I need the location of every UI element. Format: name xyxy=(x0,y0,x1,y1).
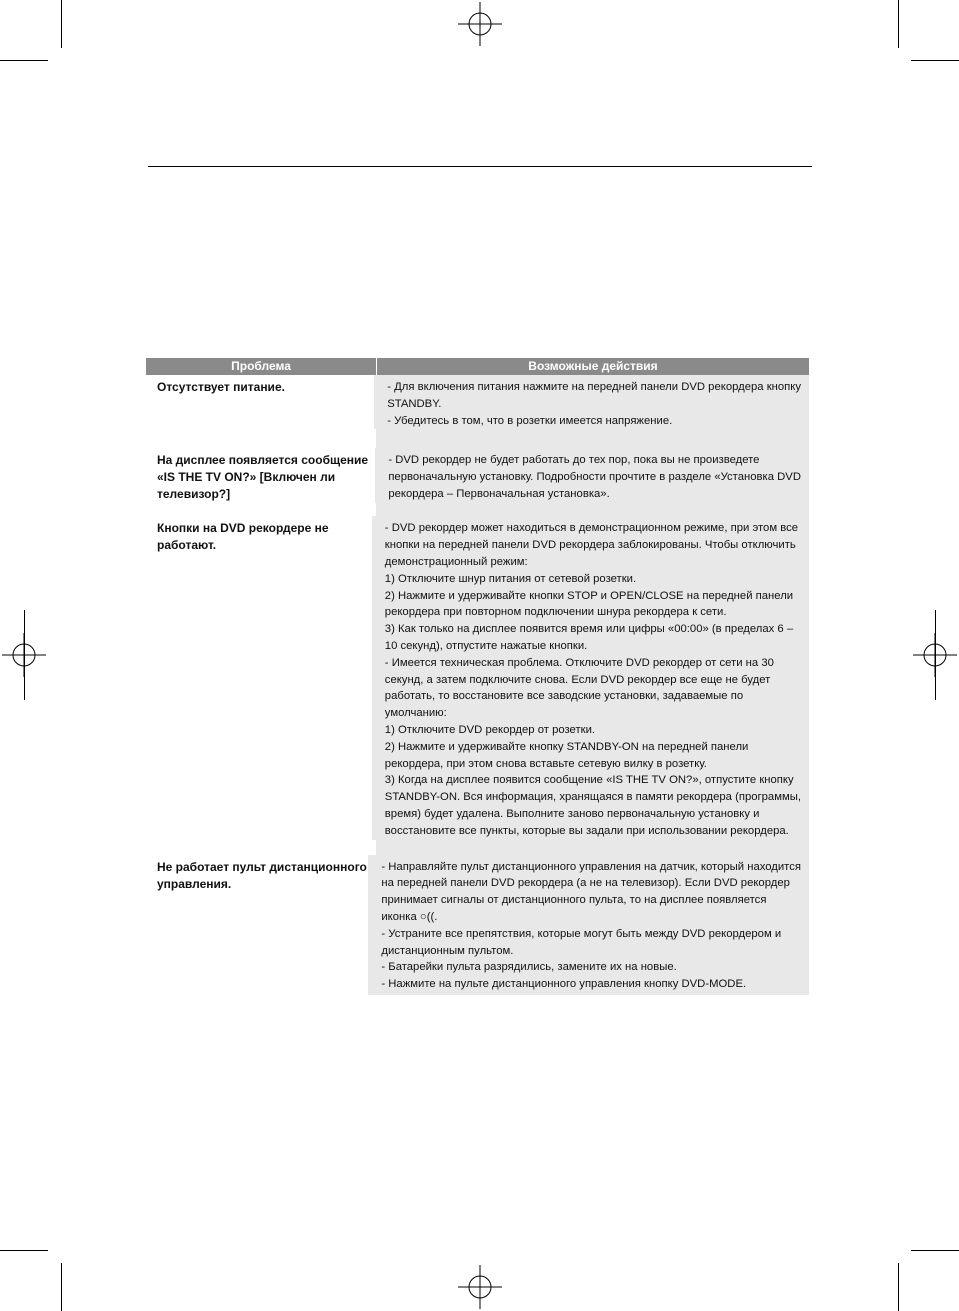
action-line: - Убедитесь в том, что в розетки имеется напряжение. xyxy=(387,414,673,427)
action-line: - Нажмите на пульте дистанционного управления кнопку DVD-MODE. xyxy=(381,978,747,991)
action-line: иконка ○((. xyxy=(381,910,438,923)
action-line: 2) Нажмите и удерживайте кнопки STOP и OPEN/CLOSE на передней панели xyxy=(384,589,794,602)
action-line: - Для включения питания нажмите на передней панели DVD рекордера кнопку xyxy=(387,381,801,393)
table-row xyxy=(146,448,809,503)
problem-line: управления. xyxy=(157,876,232,891)
problem-line: работают. xyxy=(157,538,217,553)
header-problem: Проблема xyxy=(146,358,377,375)
problem-line: телевизор?] xyxy=(157,487,231,502)
problem-cell xyxy=(146,855,368,995)
action-line: - DVD рекордер не будет работать до тех пор, пока вы не произведете xyxy=(388,454,760,467)
action-cell xyxy=(375,448,809,503)
action-line: умолчанию: xyxy=(384,707,447,720)
action-line: 10 секунд), отпустите нажатые кнопки. xyxy=(384,639,588,652)
crop-mark xyxy=(0,60,48,61)
action-line: 3) Когда на дисплее появится сообщение «IS THE TV ON?», отпустите кнопку xyxy=(384,774,794,787)
action-line: на передней панели DVD рекордера (а не на телевизор). Если DVD рекордер xyxy=(381,877,790,890)
table-row xyxy=(146,855,809,995)
action-line: 1) Отключите шнур питания от сетевой розетки. xyxy=(384,572,637,585)
action-line: - DVD рекордер может находиться в демонстрационном режиме, при этом все xyxy=(384,522,799,535)
troubleshooting-table xyxy=(146,358,809,995)
problem-cell xyxy=(146,375,374,429)
registration-mark-icon xyxy=(458,2,502,46)
problem-line: Кнопки на DVD рекордере не xyxy=(157,521,329,536)
action-line: STANDBY-ON. Вся информация, хранящаяся в памяти рекордера (программы, xyxy=(384,791,801,804)
action-line: рекордера при повторном подключении шнура рекордера к сети. xyxy=(384,606,727,619)
action-cell xyxy=(368,855,809,995)
action-line: 3) Как только на дисплее появится время или цифры «00:00» (в пределах 6 – xyxy=(384,623,794,636)
action-line: 2) Нажмите и удерживайте кнопку STANDBY-ON на передней панели xyxy=(384,740,749,753)
action-line: принимает сигналы от дистанционного пульта, то на дисплее появляется xyxy=(381,894,767,907)
registration-mark-icon xyxy=(458,1265,502,1309)
problem-line: Отсутствует питание. xyxy=(157,380,285,394)
action-line: - Направляйте пульт дистанционного управления на датчик, который находится xyxy=(381,860,801,873)
crop-mark xyxy=(61,0,62,48)
action-line: кнопки на передней панели DVD рекордера заблокированы. Чтобы отключить xyxy=(384,539,796,552)
problem-cell xyxy=(146,448,375,503)
crop-mark xyxy=(24,610,25,700)
action-line: дистанционным пультом. xyxy=(381,944,514,957)
crop-mark xyxy=(61,1263,62,1311)
header-actions: Возможные действия xyxy=(528,359,658,373)
action-cell xyxy=(372,516,809,839)
action-line: первоначальную установку. Подробности прочтите в разделе «Установка DVD xyxy=(388,471,801,484)
crop-mark xyxy=(911,60,959,61)
problem-line: На дисплее появляется сообщение xyxy=(157,453,369,468)
action-line: демонстрационный режим: xyxy=(384,555,528,568)
header-rule xyxy=(148,166,812,167)
table-header xyxy=(146,358,809,375)
crop-mark xyxy=(898,0,899,48)
action-line: - Имеется техническая проблема. Отключите DVD рекордер от сети на 30 xyxy=(384,656,774,669)
crop-mark xyxy=(911,1250,959,1251)
action-line: рекордера – Первоначальная установка». xyxy=(388,487,610,500)
action-line: время) будет удалена. Выполните заново первоначальную установку и xyxy=(384,807,760,820)
crop-mark xyxy=(935,610,936,700)
problem-line: «IS THE TV ON?» [Включен ли xyxy=(157,470,336,485)
action-line: восстановите все пункты, которые вы задали при использовании рекордера. xyxy=(384,824,789,837)
crop-mark xyxy=(898,1263,899,1311)
action-line: секунд, а затем подключите снова. Если DVD рекордер все еще не будет xyxy=(384,673,771,686)
action-line: рекордера, при этом снова вставьте сетевую вилку в розетку. xyxy=(384,757,707,770)
action-line: STANDBY. xyxy=(387,397,442,410)
crop-mark xyxy=(0,1250,48,1251)
action-line: - Устраните все препятствия, которые могут быть между DVD рекордером и xyxy=(381,927,782,940)
action-line: работать, то восстановите все заводские установки, задаваемые по xyxy=(384,690,744,703)
table-row xyxy=(146,516,809,839)
action-line: - Батарейки пульта разрядились, замените их на новые. xyxy=(381,961,677,974)
table-row xyxy=(146,375,809,429)
problem-cell xyxy=(146,516,372,839)
action-cell xyxy=(374,375,809,429)
problem-line: Не работает пульт дистанционного xyxy=(157,859,367,874)
action-line: 1) Отключите DVD рекордер от розетки. xyxy=(384,723,596,736)
